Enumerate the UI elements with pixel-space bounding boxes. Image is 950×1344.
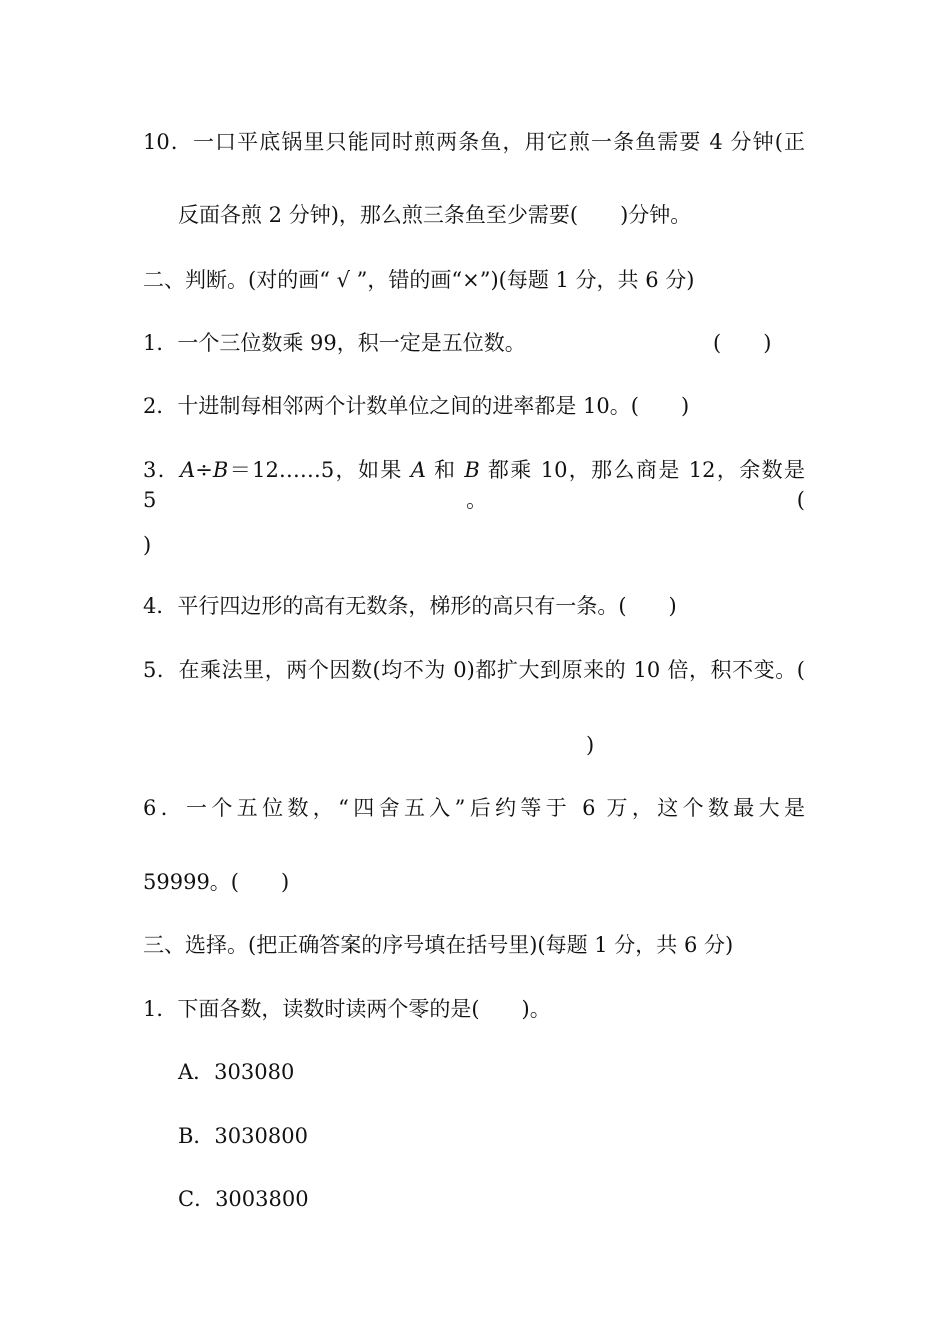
q3-var-b2: B <box>464 458 480 482</box>
judge-question-1-answer-paren: ( ) <box>713 331 772 355</box>
judge-question-2: 2．十进制每相邻两个计数单位之间的进率都是 10。( ) <box>143 394 690 418</box>
choice-option-b: B．3030800 <box>178 1124 308 1148</box>
judge-question-1: 1．一个三位数乘 99，积一定是五位数。 <box>143 331 526 355</box>
question-10-line-2: 反面各煎 2 分钟)，那么煎三条鱼至少需要( )分钟。 <box>178 203 692 227</box>
judge-question-3-line-1 <box>143 455 805 515</box>
judge-question-6-line-2: 59999。( ) <box>143 870 290 894</box>
judge-question-6-line-1: 6．一个五位数，“四舍五入”后约等于 6 万，这个数最大是 <box>143 796 805 820</box>
q3-divide: ÷ <box>195 458 213 482</box>
judge-question-3-close-paren: ) <box>143 533 152 557</box>
q3-equals: ＝12……5，如果 <box>228 458 411 482</box>
judge-question-5-close-paren: ) <box>586 733 595 757</box>
q3-and: 和 <box>425 458 465 482</box>
section-2-heading: 二、判断。(对的画“ √ ”，错的画“×”)(每题 1 分，共 6 分) <box>143 268 695 292</box>
choice-option-a: A．303080 <box>178 1060 295 1084</box>
question-10-line-1: 10．一口平底锅里只能同时煎两条鱼，用它煎一条鱼需要 4 分钟(正 <box>143 130 805 154</box>
q3-var-a2: A <box>410 458 426 482</box>
choice-question-1: 1．下面各数，读数时读两个零的是( )。 <box>143 997 551 1021</box>
q3-rest: 都乘 10，那么商是 12，余数是 5。( <box>143 458 805 512</box>
q3-number: 3． <box>143 458 181 482</box>
q3-var-b: B <box>212 458 229 482</box>
q3-var-a: A <box>180 458 196 482</box>
section-3-heading: 三、选择。(把正确答案的序号填在括号里)(每题 1 分，共 6 分) <box>143 933 734 957</box>
judge-question-4: 4．平行四边形的高有无数条，梯形的高只有一条。( ) <box>143 594 677 618</box>
choice-option-c: C．3003800 <box>178 1187 309 1211</box>
judge-question-5-line-1: 5．在乘法里，两个因数(均不为 0)都扩大到原来的 10 倍，积不变。( <box>143 658 805 682</box>
